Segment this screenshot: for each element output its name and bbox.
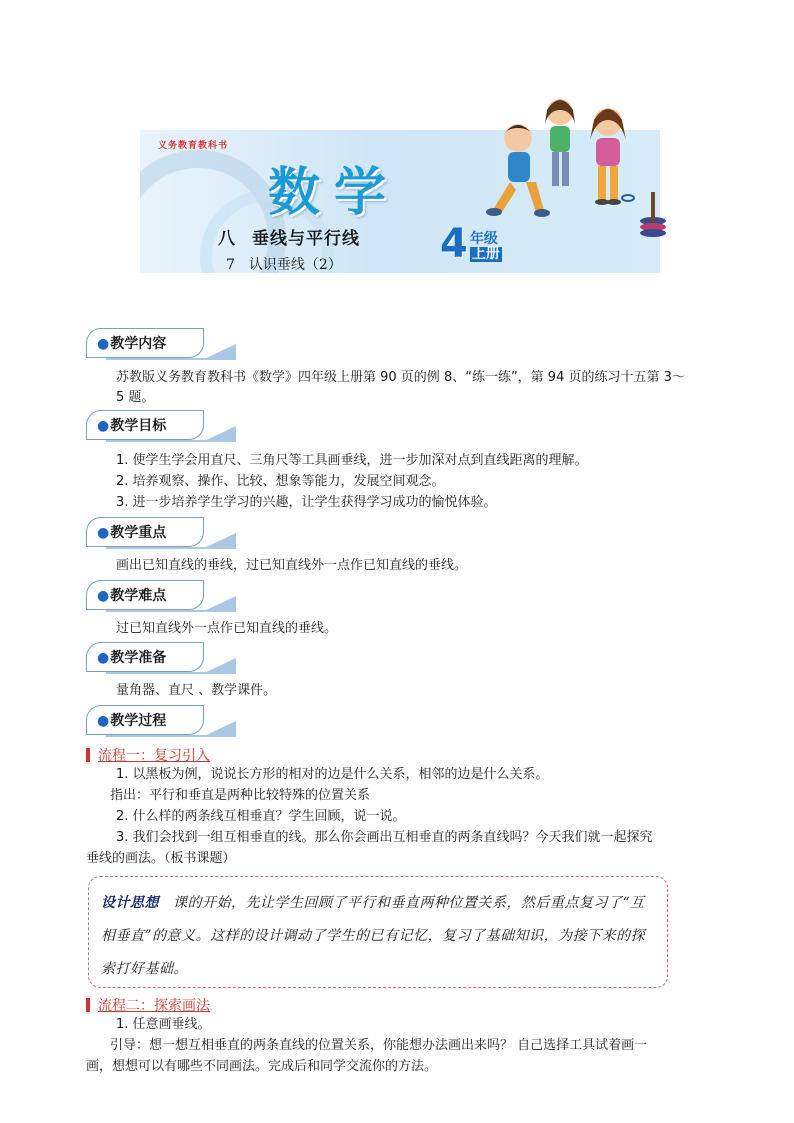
section-header-goals: [86, 410, 236, 446]
textbook-title: 数学: [268, 163, 401, 223]
flow-one-line: 2. 什么样的两条线互相垂直？学生回顾，说一说。: [116, 809, 406, 824]
flow-one-heading: 流程一：复习引入: [86, 745, 210, 765]
section-header-content: [86, 328, 236, 364]
content-text: 苏教版义务教育教科书《数学》四年级上册第 90 页的例 8、“练一练”，第 94 页的练习十五第 3～5 题。: [116, 370, 685, 405]
section-title: 教学准备: [110, 650, 167, 666]
flow-one-line: 垂线的画法。（板书课题）: [86, 851, 236, 866]
flow-two-line: 画，想想可以有哪些不同画法。完成后和同学交流你的方法。: [86, 1059, 438, 1074]
bullet-icon: ●: [97, 650, 110, 666]
section-title: 教学过程: [110, 713, 167, 729]
bullet-icon: ●: [97, 525, 110, 541]
design-label: 设计思想: [101, 895, 159, 911]
goal-item: 1. 使学生学会用直尺、三角尺等工具画垂线，进一步加深对点到直线距离的理解。: [116, 453, 588, 468]
flow-marker: [86, 998, 90, 1012]
flow-marker: [86, 748, 90, 762]
series-label: 义务教育教科书: [158, 141, 229, 151]
chapter-title: 垂线与平行线: [252, 229, 360, 249]
chapter-number: 八: [218, 229, 236, 249]
section-title: 教学难点: [110, 588, 167, 604]
bullet-icon: ●: [97, 713, 110, 729]
section-title: 教学目标: [110, 418, 167, 434]
grade-term: 上册: [471, 246, 500, 262]
section-header-process: [86, 705, 236, 741]
flow-two-heading: 流程二：探索画法: [86, 995, 210, 1015]
design-note-box: [88, 876, 668, 988]
section-title: 教学内容: [110, 336, 167, 352]
flow-one-line: 指出：平行和垂直是两种比较特殊的位置关系: [110, 788, 371, 803]
grade-word: 年级: [469, 231, 498, 247]
flow-two-line: 1. 任意画垂线。: [116, 1017, 211, 1032]
children-illustration: [468, 96, 668, 246]
goal-item: 3. 进一步培养学生学习的兴趣，让学生获得学习成功的愉悦体验。: [116, 495, 497, 510]
prep-text: 量角器、直尺 、教学课件。: [116, 683, 277, 698]
flow-two-line: 引导：想一想互相垂直的两条直线的位置关系，你能想办法画出来吗？ 自己选择工具试着画一: [110, 1038, 648, 1053]
lesson-heading: [226, 254, 342, 274]
design-text: 课的开始，先让学生回顾了平行和垂直两种位置关系，然后重点复习了“互相垂直”的意义。这样的设计调动了学生的已有记忆，复习了基础知识，为接下来的探索打好基础。: [101, 895, 646, 977]
bullet-icon: ●: [97, 588, 110, 604]
goal-item: 2. 培养观察、操作、比较、想象等能力，发展空间观念。: [116, 474, 445, 489]
bullet-icon: ●: [97, 418, 110, 434]
bullet-icon: ●: [97, 336, 110, 352]
chapter-heading: [218, 224, 360, 249]
lesson-title: 认识垂线（2）: [248, 257, 342, 273]
grade-number: 4: [440, 221, 468, 267]
section-title: 教学重点: [110, 525, 167, 541]
key-text: 画出已知直线的垂线，过已知直线外一点作已知直线的垂线。: [116, 558, 468, 573]
difficulty-text: 过已知直线外一点作已知直线的垂线。: [116, 621, 338, 636]
section-header-difficulty: [86, 580, 236, 616]
lesson-number: 7: [226, 257, 235, 273]
section-header-prep: [86, 642, 236, 678]
flow-one-line: 1. 以黑板为例，说说长方形的相对的边是什么关系，相邻的边是什么关系。: [116, 767, 549, 782]
section-header-key: [86, 517, 236, 553]
flow-one-line: 3. 我们会找到一组互相垂直的线。那么你会画出互相垂直的两条直线吗？今天我们就一起探究: [116, 830, 653, 845]
